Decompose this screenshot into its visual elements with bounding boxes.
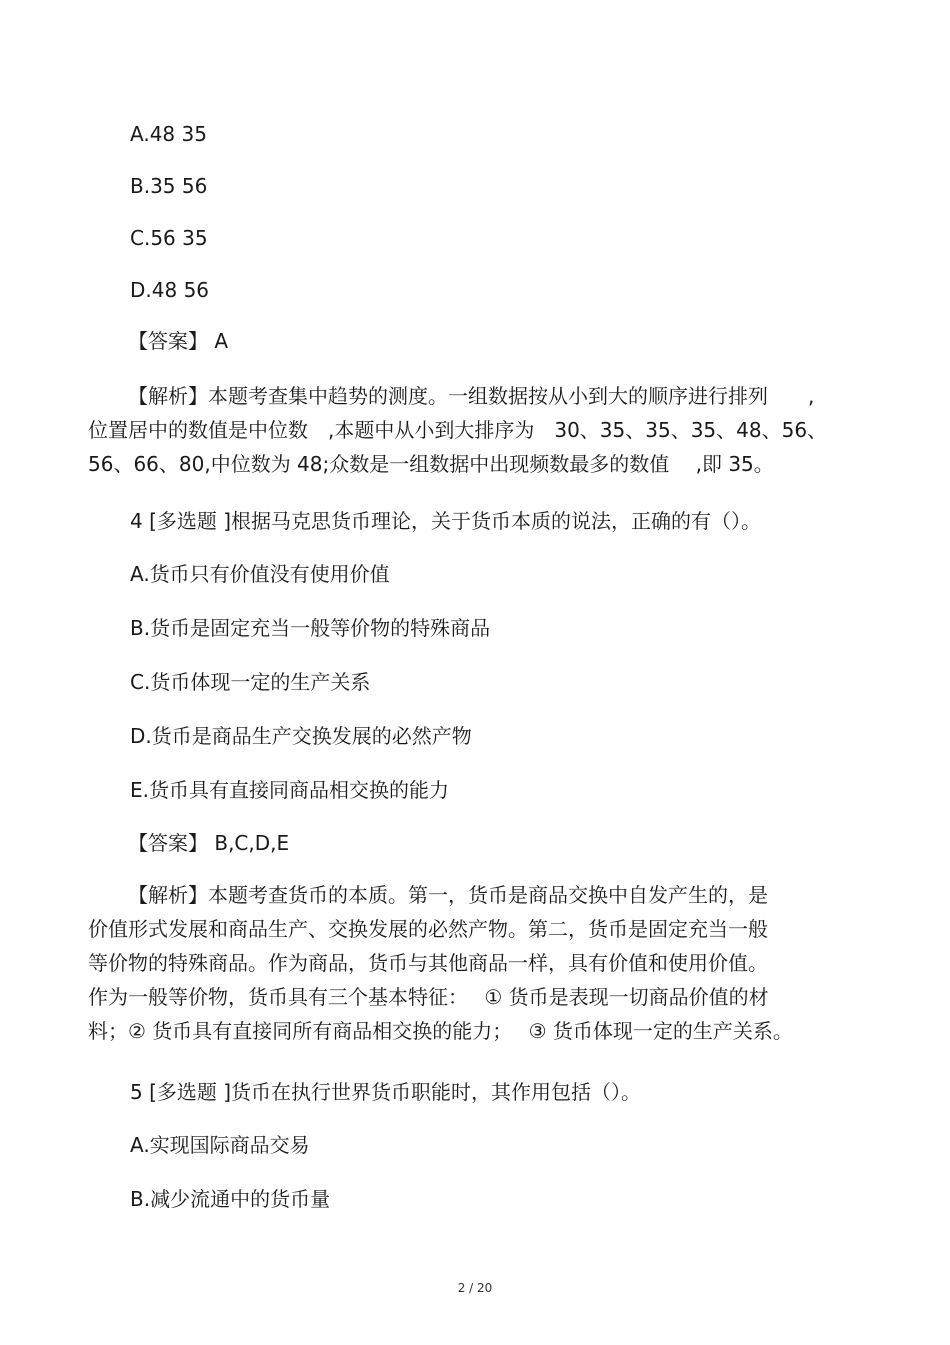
q3-analysis-line: 【解析】本题考查集中趋势的测度。一组数据按从小到大的顺序进行排列 , [128, 384, 815, 408]
q5-option-a: A.实现国际商品交易 [130, 1133, 310, 1157]
q4-analysis-line: 作为一般等价物，货币具有三个基本特征： ① 货币是表现一切商品价值的材 [88, 985, 769, 1009]
page-number: 2 / 20 [457, 1281, 493, 1295]
q5-option-b: B.减少流通中的货币量 [130, 1187, 331, 1211]
q4-option-e: E.货币具有直接同商品相交换的能力 [130, 778, 449, 802]
q3-option-a: A.48 35 [130, 122, 207, 146]
q3-answer: 【答案】 A [128, 329, 229, 353]
q3-analysis-line: 56、66、80,中位数为 48;众数是一组数据中出现频数最多的数值 ,即 35。 [88, 452, 774, 476]
q4-analysis [88, 878, 858, 1048]
q4-analysis-line: 【解析】本题考查货币的本质。第一，货币是商品交换中自发产生的，是 [128, 883, 768, 907]
q4-option-d: D.货币是商品生产交换发展的必然产物 [130, 724, 472, 748]
q4-option-a: A.货币只有价值没有使用价值 [130, 562, 390, 586]
q3-analysis [88, 379, 858, 481]
q3-analysis-line: 位置居中的数值是中位数 ,本题中从小到大排序为 30、35、35、35、48、56、 [88, 418, 828, 442]
q4-option-c: C.货币体现一定的生产关系 [130, 670, 371, 694]
q3-option-c: C.56 35 [130, 226, 208, 250]
q4-answer: 【答案】 B,C,D,E [128, 831, 290, 855]
q5-title: 5 [多选题 ]货币在执行世界货币职能时，其作用包括（）。 [130, 1080, 642, 1104]
q4-analysis-line: 等价物的特殊商品。作为商品，货币与其他商品一样，具有价值和使用价值。 [88, 951, 768, 975]
q3-option-b: B.35 56 [130, 174, 208, 198]
q4-title: 4 [多选题 ]根据马克思货币理论，关于货币本质的说法，正确的有（）。 [130, 509, 762, 533]
q3-option-d: D.48 56 [130, 278, 210, 302]
q4-analysis-line: 价值形式发展和商品生产、交换发展的必然产物。第二，货币是固定充当一般 [88, 917, 768, 941]
q4-option-b: B.货币是固定充当一般等价物的特殊商品 [130, 616, 491, 640]
q4-analysis-line: 料；② 货币具有直接同所有商品相交换的能力； ③ 货币体现一定的生产关系。 [88, 1019, 793, 1043]
